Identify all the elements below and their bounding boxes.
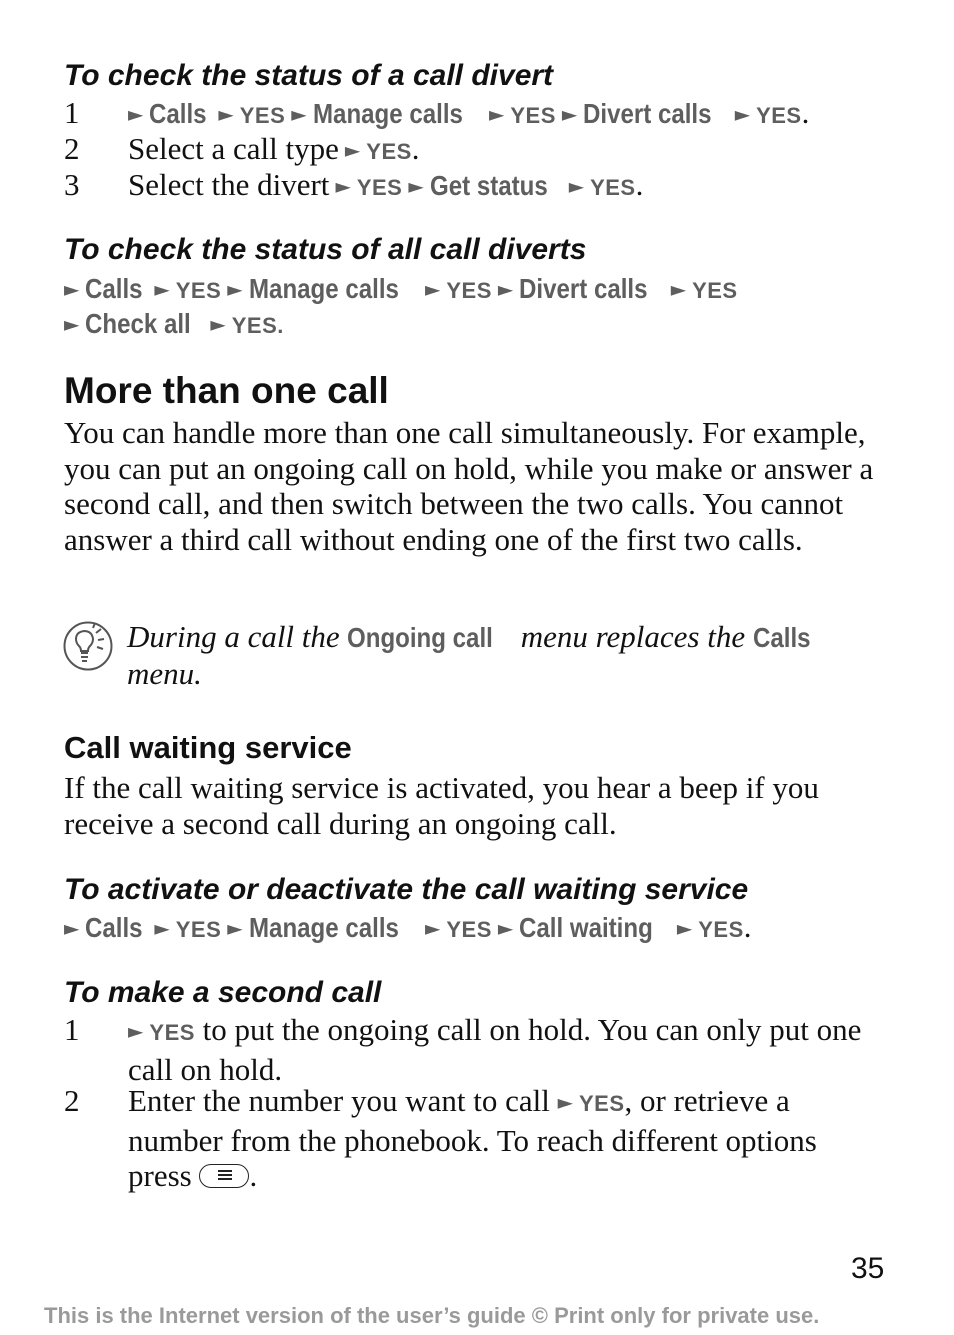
paragraph-call-waiting: If the call waiting service is activated, you hear a beep if you receive a second call during an ongoing call. <box>64 770 819 841</box>
step-text: , or retrieve a number from the phonebook. To reach different options press <box>128 1083 817 1193</box>
arrow-icon: ► <box>154 277 170 301</box>
arrow-icon: ► <box>64 916 80 940</box>
section-title-activate-call-waiting: To activate or deactivate the call waiting service <box>64 873 749 906</box>
yes-key: YES <box>510 103 556 128</box>
menu-item: Manage calls <box>248 273 399 304</box>
section-title-make-second-call: To make a second call <box>64 976 382 1009</box>
arrow-icon: ► <box>210 312 226 336</box>
yes-key: YES <box>239 103 286 128</box>
arrow-icon: ► <box>128 102 144 126</box>
step-1-path <box>128 95 809 134</box>
menu-item: Divert calls <box>583 98 712 129</box>
yes-key: YES <box>366 139 412 164</box>
arrow-icon: ► <box>64 312 80 336</box>
arrow-icon: ► <box>227 277 243 301</box>
yes-key: YES <box>756 103 802 128</box>
note-ongoing-call-menu <box>127 619 927 692</box>
all-diverts-path-line-1 <box>64 270 738 309</box>
section-title-call-divert-status: To check the status of a call divert <box>64 59 554 92</box>
punctuation: . <box>277 313 284 338</box>
menu-item: Calls <box>85 912 143 943</box>
menu-item: Calls <box>149 98 207 129</box>
yes-key: YES <box>175 278 222 303</box>
call-waiting-path <box>64 909 752 948</box>
step-2-text <box>128 131 420 170</box>
all-diverts-path-line-2 <box>64 305 284 344</box>
arrow-icon: ► <box>734 102 751 126</box>
heading-call-waiting-service: Call waiting service <box>64 730 352 765</box>
yes-key: YES <box>578 1091 625 1116</box>
yes-key: YES <box>446 917 492 942</box>
arrow-icon: ► <box>568 174 585 198</box>
arrow-icon: ► <box>154 916 170 940</box>
arrow-icon: ► <box>497 277 514 301</box>
punctuation: . <box>801 95 810 130</box>
second-call-step-2 <box>128 1083 888 1194</box>
yes-key: YES <box>590 175 636 200</box>
yes-key: YES <box>231 313 278 338</box>
arrow-icon: ► <box>424 277 441 301</box>
menu-item: Divert calls <box>519 273 648 304</box>
yes-key: YES <box>698 917 744 942</box>
yes-key: YES <box>149 1020 195 1045</box>
menu-item: Get status <box>429 170 548 201</box>
step-number: 1 <box>64 95 80 130</box>
arrow-icon: ► <box>488 102 505 126</box>
arrow-icon: ► <box>64 277 80 301</box>
punctuation: . <box>249 1158 258 1193</box>
menu-item: Calls <box>85 273 143 304</box>
step-text: to put the ongoing call on hold. You can only put one call on hold. <box>128 1012 862 1087</box>
arrow-icon: ► <box>291 102 307 126</box>
menu-item: Check all <box>85 308 192 339</box>
arrow-icon: ► <box>335 174 351 198</box>
punctuation: . <box>743 909 752 944</box>
arrow-icon: ► <box>676 916 693 940</box>
punctuation: . <box>411 131 420 166</box>
yes-key: YES <box>175 917 222 942</box>
menu-item: Calls <box>752 622 811 653</box>
step-number: 2 <box>64 131 80 166</box>
menu-item: Manage calls <box>248 912 399 943</box>
menu-item: Ongoing call <box>347 622 494 653</box>
step-text: Enter the number you want to call <box>128 1083 558 1118</box>
step-number: 2 <box>64 1083 80 1118</box>
arrow-icon: ► <box>408 174 424 198</box>
paragraph-more-than-one-call: You can handle more than one call simultaneously. For example, you can put an ongoing call on hold, while you make or answer a second call, and then switch between the two calls. You cannot answer a third call without ending one of the first two calls. <box>64 415 874 557</box>
arrow-icon: ► <box>344 138 361 162</box>
arrow-icon: ► <box>424 916 441 940</box>
page-number: 35 <box>851 1252 885 1285</box>
step-number: 3 <box>64 167 80 202</box>
menu-item: Manage calls <box>312 98 463 129</box>
menu-key-icon <box>199 1164 249 1188</box>
step-3-text <box>128 167 643 206</box>
step-text: Select a call type <box>128 131 339 166</box>
yes-key: YES <box>692 278 738 303</box>
step-text: Select the divert <box>128 167 330 202</box>
arrow-icon: ► <box>128 1019 144 1043</box>
section-title-all-diverts-status: To check the status of all call diverts <box>64 233 587 266</box>
arrow-icon: ► <box>227 916 243 940</box>
tip-lightbulb-icon <box>63 621 113 676</box>
arrow-icon: ► <box>670 277 687 301</box>
heading-more-than-one-call: More than one call <box>64 370 389 411</box>
second-call-step-1 <box>128 1012 888 1087</box>
step-number: 1 <box>64 1012 80 1047</box>
yes-key: YES <box>446 278 492 303</box>
note-text: menu. <box>127 656 202 691</box>
note-text: During a call the <box>127 619 348 654</box>
arrow-icon: ► <box>557 1090 573 1114</box>
yes-key: YES <box>356 175 403 200</box>
arrow-icon: ► <box>497 916 514 940</box>
note-text: menu replaces the <box>512 619 753 654</box>
punctuation: . <box>635 167 644 202</box>
menu-item: Call waiting <box>519 912 654 943</box>
arrow-icon: ► <box>218 102 234 126</box>
arrow-icon: ► <box>561 102 578 126</box>
footer-notice: This is the Internet version of the user’s guide © Print only for private use. <box>44 1303 820 1328</box>
